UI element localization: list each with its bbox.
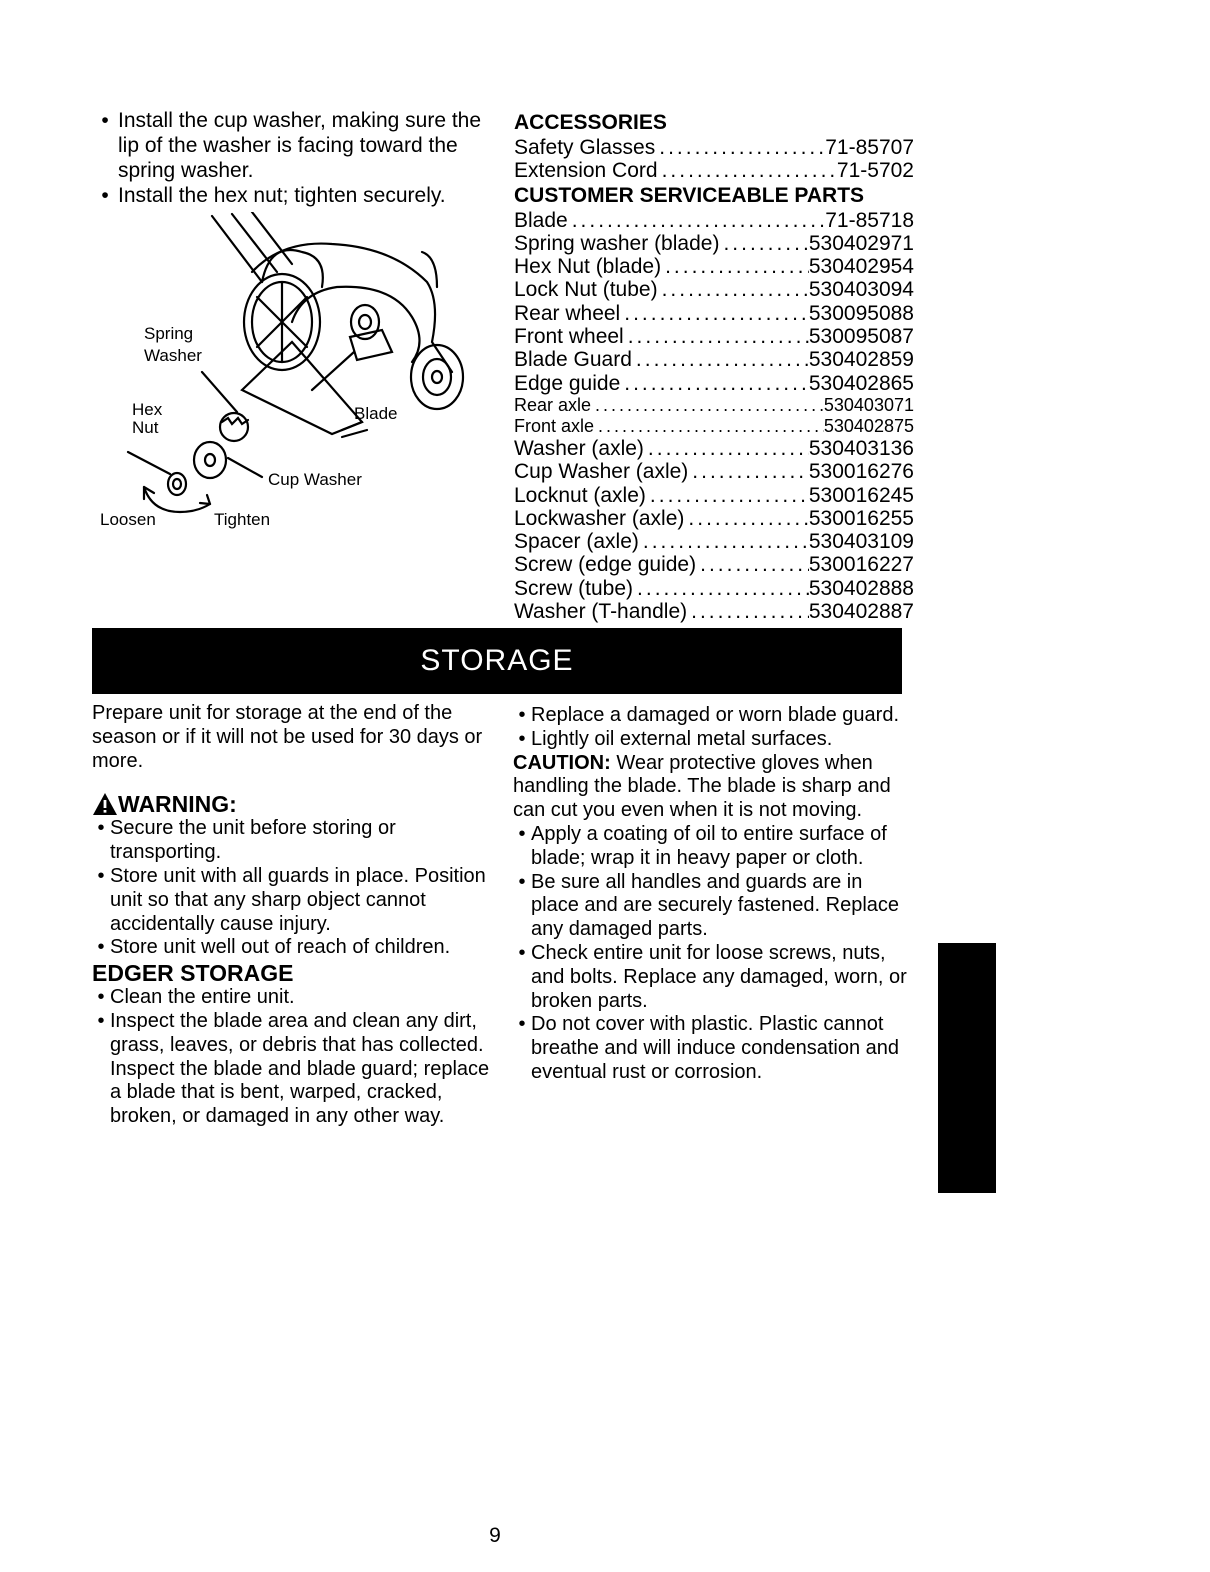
blade-assembly-diagram bbox=[92, 212, 512, 542]
part-row: Screw (tube) ..... 530402888 bbox=[514, 577, 914, 600]
warning-item: • Secure the unit before storing or transporting. bbox=[97, 817, 396, 864]
warning-triangle-icon bbox=[92, 792, 118, 816]
caution-note: CAUTION: Wear protective gloves when handling the blade. The blade is sharp and can cut you even when it is not moving. bbox=[513, 751, 891, 822]
diagram-label-washer: Washer bbox=[144, 346, 202, 365]
diagram-label-cup-washer: Cup Washer bbox=[268, 470, 362, 489]
storage-item: • Apply a coating of oil to entire surface of blade; wrap it in heavy paper or cloth. bbox=[518, 822, 887, 869]
part-row: Blade ..... 71-85718 bbox=[514, 209, 914, 232]
part-row: Lock Nut (tube) ..... 530403094 bbox=[514, 278, 914, 301]
accessory-row: Extension Cord ..... 71-5702 bbox=[514, 159, 914, 182]
storage-item: • Do not cover with plastic. Plastic cannot breathe and will induce condensation and eventual rust or corrosion. bbox=[518, 1013, 900, 1083]
parts-list bbox=[514, 110, 914, 623]
warning-item: • Store unit well out of reach of children. bbox=[97, 936, 451, 959]
part-row: Rear axle ..... 530403071 bbox=[514, 395, 914, 416]
warning-item: • Store unit with all guards in place. Position unit so that any sharp object cannot accidentally cause injury. bbox=[97, 864, 486, 935]
install-steps bbox=[92, 108, 492, 208]
part-row: Washer (T-handle) ..... 530402887 bbox=[514, 600, 914, 623]
storage-item: • Lightly oil external metal surfaces. bbox=[518, 727, 833, 750]
diagram-label-blade: Blade bbox=[354, 404, 398, 423]
diagram-label-spring: Spring bbox=[144, 324, 194, 343]
storage-title: STORAGE bbox=[420, 644, 574, 677]
edger-item: • Clean the entire unit. bbox=[97, 986, 295, 1009]
storage-banner bbox=[92, 628, 902, 694]
install-step: • Install the hex nut; tighten securely. bbox=[101, 184, 446, 207]
accessory-row: Safety Glasses ..... 71-85707 bbox=[514, 136, 914, 159]
edger-illustration bbox=[92, 212, 512, 542]
warning-heading: WARNING: bbox=[92, 791, 492, 817]
parts-heading: CUSTOMER SERVICEABLE PARTS bbox=[514, 183, 865, 207]
diagram-label-nut: Nut bbox=[132, 418, 159, 437]
part-row: Lockwasher (axle) ..... 530016255 bbox=[514, 507, 914, 530]
part-row: Blade Guard ..... 530402859 bbox=[514, 348, 914, 371]
edger-storage-heading: EDGER STORAGE bbox=[92, 960, 294, 987]
accessories-heading: ACCESSORIES bbox=[514, 111, 667, 134]
storage-intro: Prepare unit for storage at the end of the season or if it will not be used for 30 days or more. bbox=[92, 702, 483, 772]
storage-item: • Be sure all handles and guards are in place and are securely fastened. Replace any damaged parts. bbox=[518, 870, 900, 941]
storage-item: • Check entire unit for loose screws, nuts, and bolts. Replace any damaged, worn, or broken parts. bbox=[518, 941, 907, 1012]
part-row: Spring washer (blade) ..... 530402971 bbox=[514, 232, 914, 255]
storage-left-column bbox=[92, 702, 492, 1129]
storage-item: • Replace a damaged or worn blade guard. bbox=[518, 704, 900, 726]
part-row: Washer (axle) ..... 530403136 bbox=[514, 437, 914, 460]
part-row: Spacer (axle) ..... 530403109 bbox=[514, 530, 914, 553]
part-row: Hex Nut (blade) ..... 530402954 bbox=[514, 255, 914, 278]
page-number: 9 bbox=[489, 1524, 501, 1547]
diagram-label-tighten: Tighten bbox=[214, 510, 271, 529]
diagram-label-hex: Hex bbox=[132, 400, 163, 419]
part-row: Edge guide ..... 530402865 bbox=[514, 372, 914, 395]
section-side-tab bbox=[938, 943, 996, 1193]
part-row: Rear wheel ..... 530095088 bbox=[514, 302, 914, 325]
diagram-label-loosen: Loosen bbox=[100, 510, 156, 529]
part-row: Front axle ..... 530402875 bbox=[514, 416, 914, 437]
edger-item: • Inspect the blade area and clean any dirt, grass, leaves, or debris that has collected. Inspect the blade and blade guard; replace a blade that is bent, warped, cracked, broken, or damaged in any other way. bbox=[97, 1009, 490, 1128]
part-row: Front wheel ..... 530095087 bbox=[514, 325, 914, 348]
part-row: Cup Washer (axle) ..... 530016276 bbox=[514, 460, 914, 483]
install-step: • Install the cup washer, making sure the lip of the washer is facing toward the spring washer. bbox=[101, 109, 482, 182]
part-row: Locknut (axle) ..... 530016245 bbox=[514, 484, 914, 507]
storage-right-column bbox=[513, 704, 908, 1085]
part-row: Screw (edge guide) ..... 530016227 bbox=[514, 553, 914, 576]
